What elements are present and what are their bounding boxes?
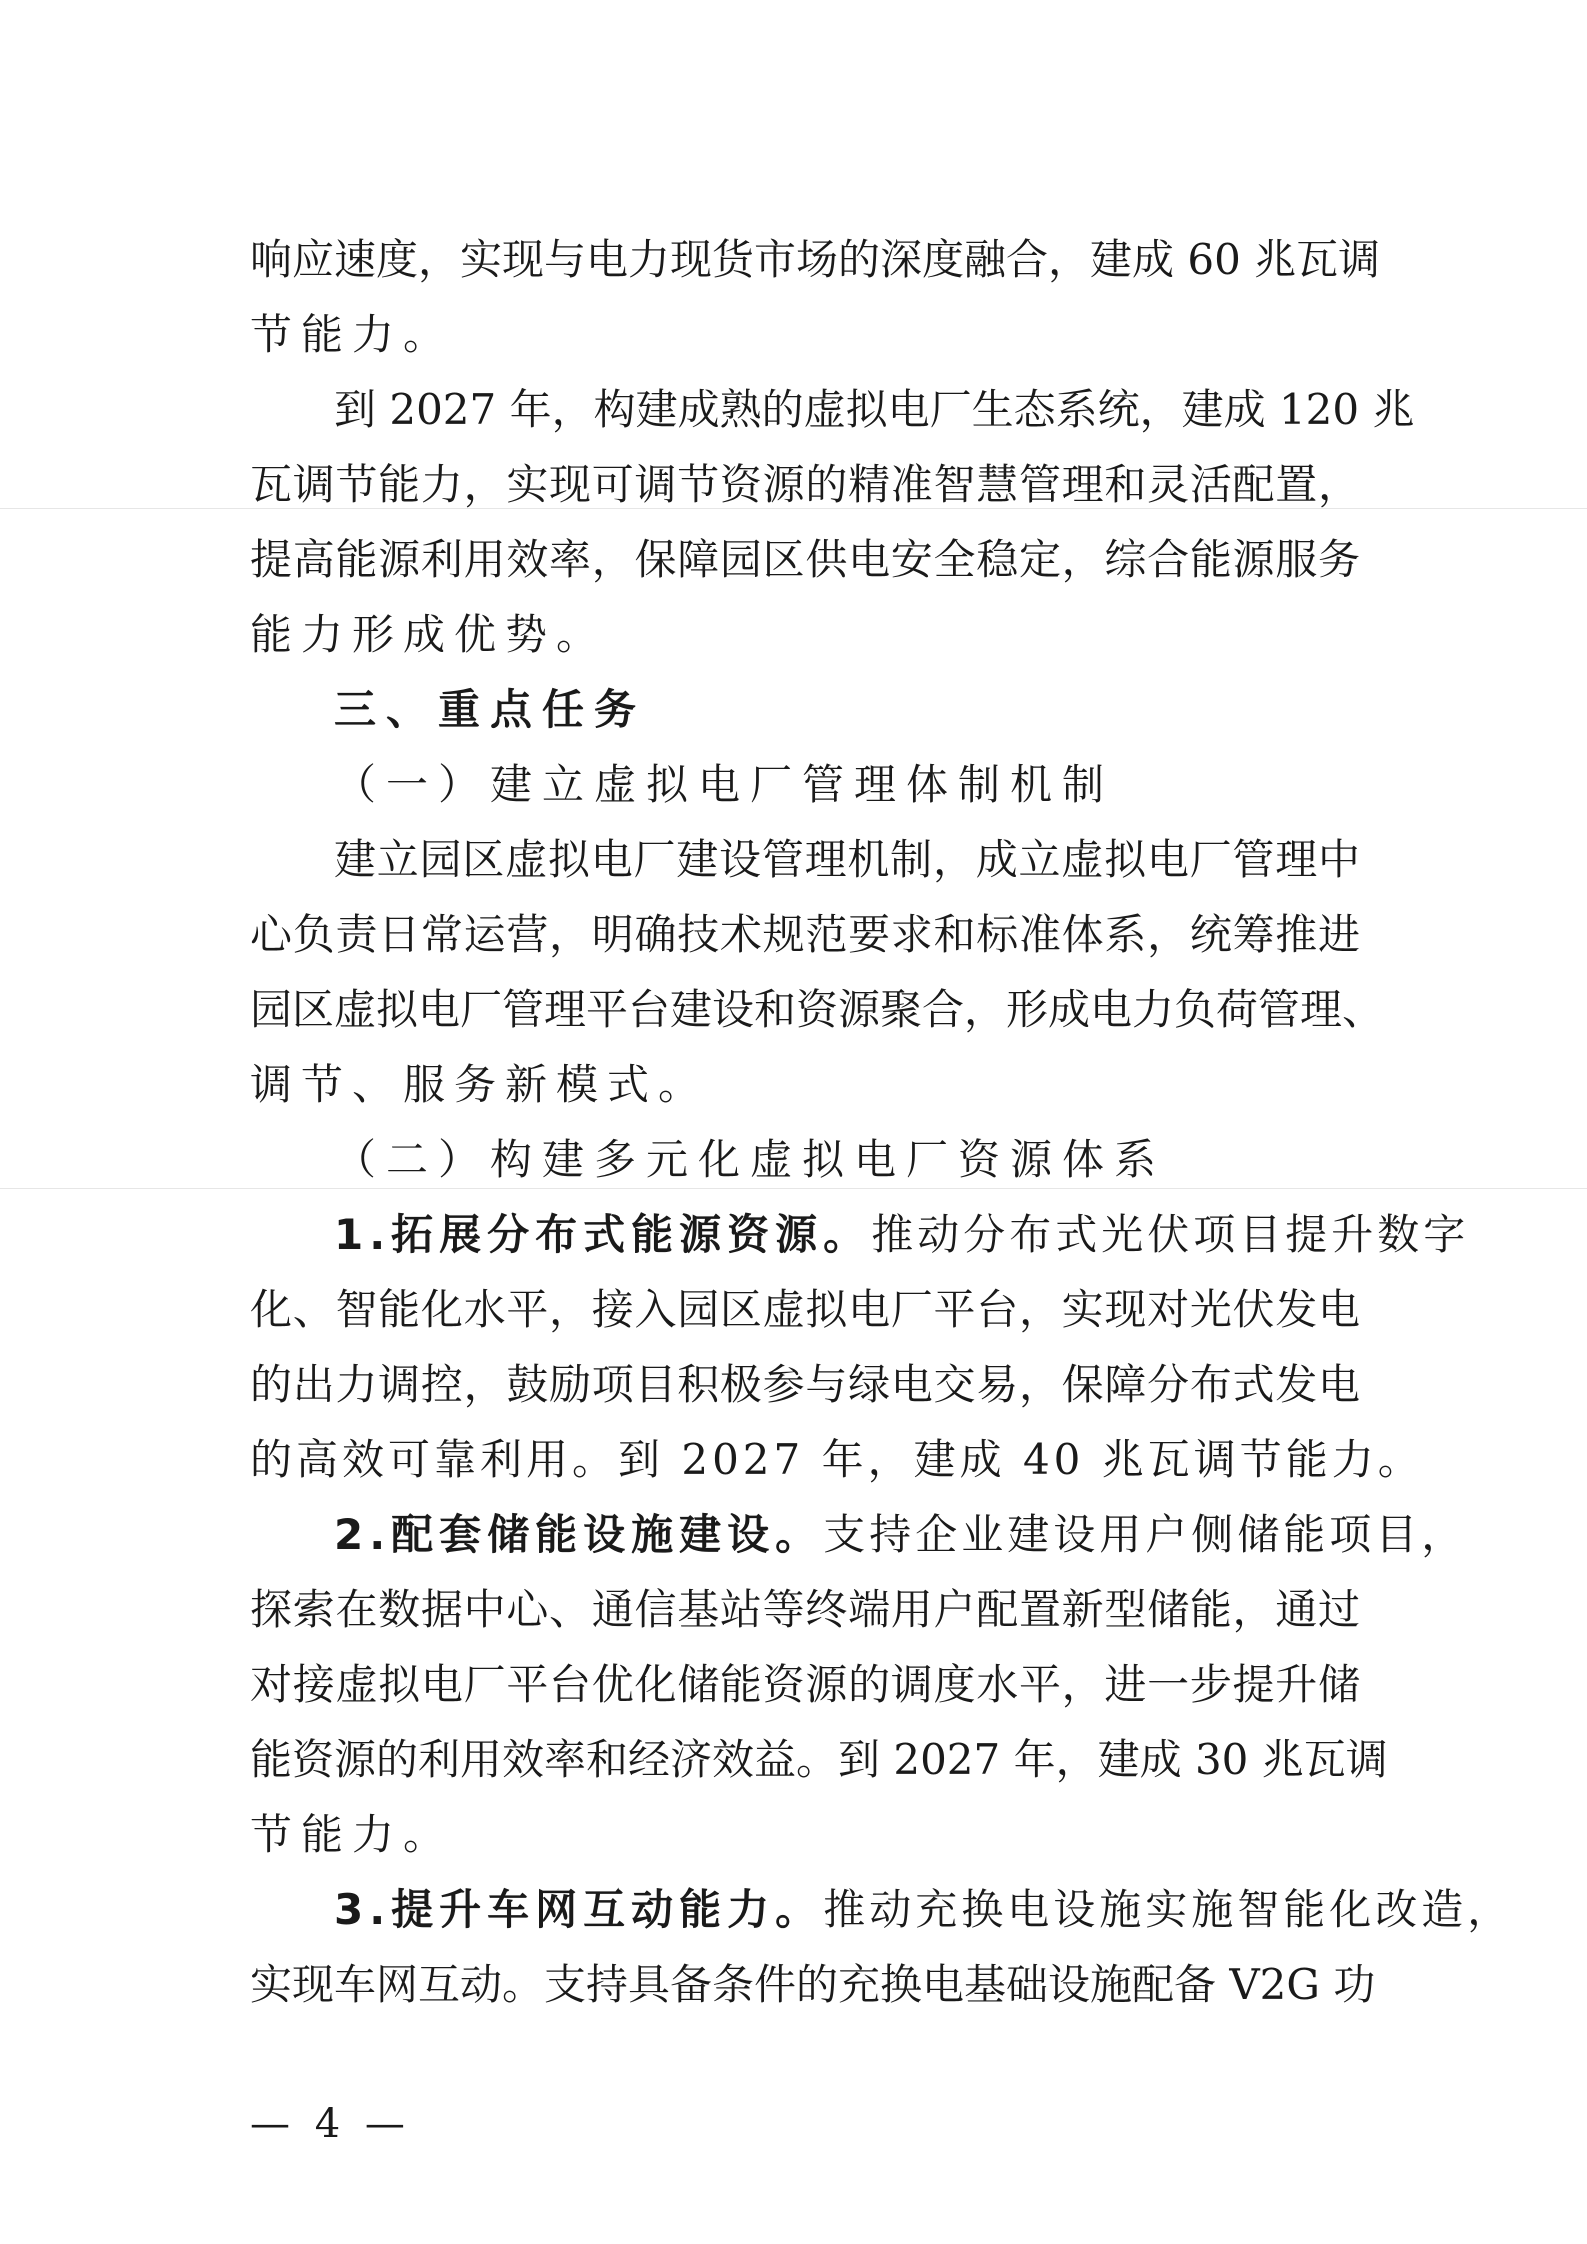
paragraph-line: 化、智能化水平，接入园区虚拟电厂平台，实现对光伏发电: [250, 1285, 1360, 1334]
section-heading: 三、重点任务: [334, 685, 647, 734]
list-item-title: 3.提升车网互动能力。: [334, 1885, 824, 1934]
paragraph-line: 节能力。: [250, 1810, 455, 1859]
list-item-first-line: [334, 1205, 1470, 1265]
paragraph-line: 响应速度，实现与电力现货市场的深度融合，建成 60 兆瓦调: [250, 235, 1381, 284]
list-item-first-line: [334, 1505, 1468, 1565]
paragraph-line: 的出力调控，鼓励项目积极参与绿电交易，保障分布式发电: [250, 1360, 1360, 1409]
paragraph-line: 实现车网互动。支持具备条件的充换电基础设施配备 V2G 功: [250, 1960, 1376, 2009]
list-item-text: 支持企业建设用户侧储能项目，: [823, 1510, 1468, 1559]
list-item-text: 推动分布式光伏项目提升数字: [871, 1210, 1470, 1259]
list-item-title: 1.拓展分布式能源资源。: [334, 1210, 872, 1259]
paragraph-line: 提高能源利用效率，保障园区供电安全稳定，综合能源服务: [250, 535, 1360, 584]
paragraph-line: 的高效可靠利用。到 2027 年，建成 40 兆瓦调节能力。: [250, 1435, 1424, 1484]
list-item-title: 2.配套储能设施建设。: [334, 1510, 824, 1559]
paragraph-line: 对接虚拟电厂平台优化储能资源的调度水平，进一步提升储: [250, 1660, 1360, 1709]
list-item-first-line: [334, 1880, 1514, 1940]
paragraph-line: 探索在数据中心、通信基站等终端用户配置新型储能，通过: [250, 1585, 1360, 1634]
subsection-heading: （二）构建多元化虚拟电厂资源体系: [334, 1135, 1167, 1184]
list-item-text: 推动充换电设施实施智能化改造，: [823, 1885, 1514, 1934]
paragraph-line: 建立园区虚拟电厂建设管理机制，成立虚拟电厂管理中: [334, 835, 1360, 884]
paragraph-line: 能力形成优势。: [250, 610, 608, 659]
paragraph-line: 节能力。: [250, 310, 455, 359]
paragraph-line: 能资源的利用效率和经济效益。到 2027 年，建成 30 兆瓦调: [250, 1735, 1388, 1784]
page-number: — 4 —: [250, 2101, 411, 2147]
paragraph-line: 到 2027 年，构建成熟的虚拟电厂生态系统，建成 120 兆: [334, 385, 1415, 434]
paragraph-line: 调节、服务新模式。: [250, 1060, 710, 1109]
paragraph-line: 园区虚拟电厂管理平台建设和资源聚合，形成电力负荷管理、: [250, 985, 1385, 1034]
paragraph-line: 瓦调节能力，实现可调节资源的精准智慧管理和灵活配置，: [250, 460, 1360, 509]
subsection-heading: （一）建立虚拟电厂管理体制机制: [334, 760, 1115, 809]
paragraph-line: 心负责日常运营，明确技术规范要求和标准体系，统筹推进: [250, 910, 1360, 959]
